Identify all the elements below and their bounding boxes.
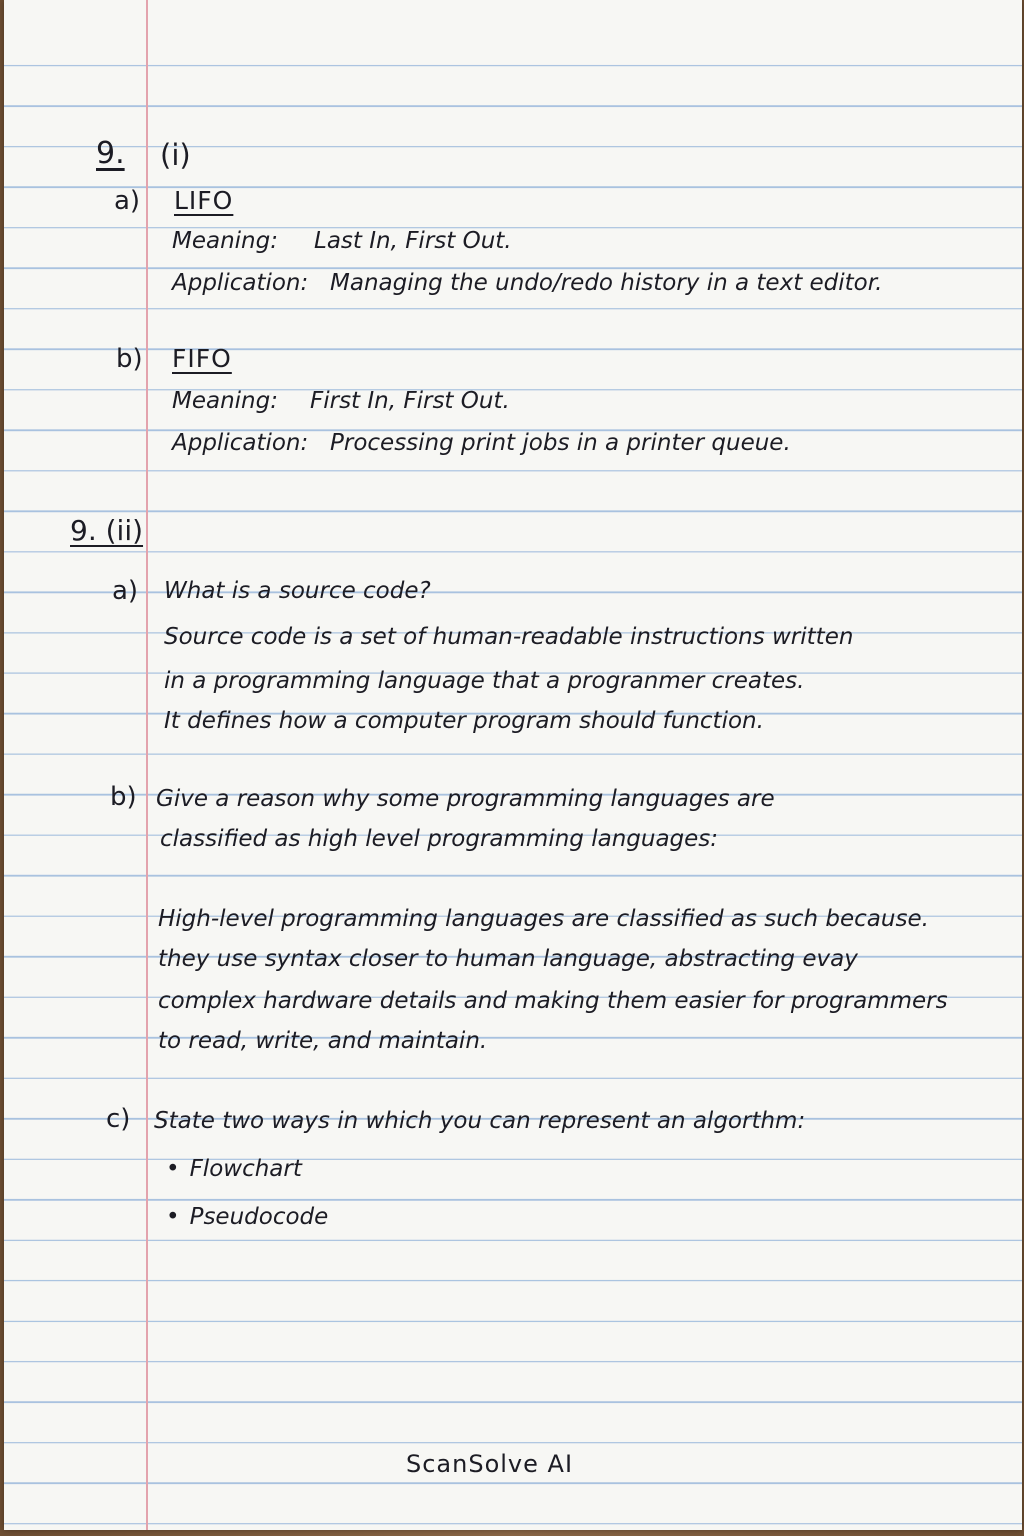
brand-footer: ScanSolve AI (406, 1450, 574, 1478)
fifo-meaning-label: Meaning: (172, 388, 278, 414)
fifo-meaning: First In, First Out. (310, 388, 510, 414)
high-level-question-line: classified as high level programming languages: (160, 826, 719, 852)
source-code-answer-line: Source code is a set of human-readable instructions written (164, 624, 854, 650)
part-c-label: c) (106, 1104, 131, 1134)
lifo-application: Managing the undo/redo history in a text editor. (330, 270, 883, 296)
list-item-flowchart: • Flowchart (166, 1156, 302, 1182)
lifo-meaning: Last In, First Out. (314, 228, 512, 254)
source-code-question: What is a source code? (164, 578, 431, 604)
source-code-answer-line: in a programming language that a progranmer creates. (164, 668, 805, 694)
fifo-application-label: Application: (172, 430, 309, 456)
high-level-answer-line: High-level programming languages are classified as such because. (158, 906, 929, 932)
part-a-label: a) (112, 576, 139, 606)
high-level-answer-line: complex hardware details and making them easier for programmers (158, 988, 948, 1014)
high-level-answer-line: to read, write, and maintain. (158, 1028, 488, 1054)
fifo-term: FIFO (172, 344, 232, 373)
fifo-application: Processing print jobs in a printer queue. (330, 430, 791, 456)
margin-line (146, 0, 148, 1530)
question-part-i: (i) (160, 138, 191, 172)
lifo-meaning-label: Meaning: (172, 228, 278, 254)
lifo-application-label: Application: (172, 270, 309, 296)
part-b-label: b) (110, 782, 137, 812)
list-item-pseudocode: • Pseudocode (166, 1204, 328, 1230)
high-level-question-line: Give a reason why some programming languages are (156, 786, 775, 812)
high-level-answer-line: they use syntax closer to human language, abstracting evay (158, 946, 858, 972)
lifo-term: LIFO (174, 186, 234, 215)
algorithm-question: State two ways in which you can represent an algorthm: (154, 1108, 806, 1134)
part-b-label: b) (116, 344, 143, 374)
source-code-answer-line: It defines how a computer program should function. (164, 708, 764, 734)
notebook-page (4, 0, 1022, 1530)
question-number-9: 9. (96, 136, 125, 171)
question-number-9-ii: 9. (ii) (70, 514, 144, 547)
part-a-label: a) (114, 186, 141, 216)
